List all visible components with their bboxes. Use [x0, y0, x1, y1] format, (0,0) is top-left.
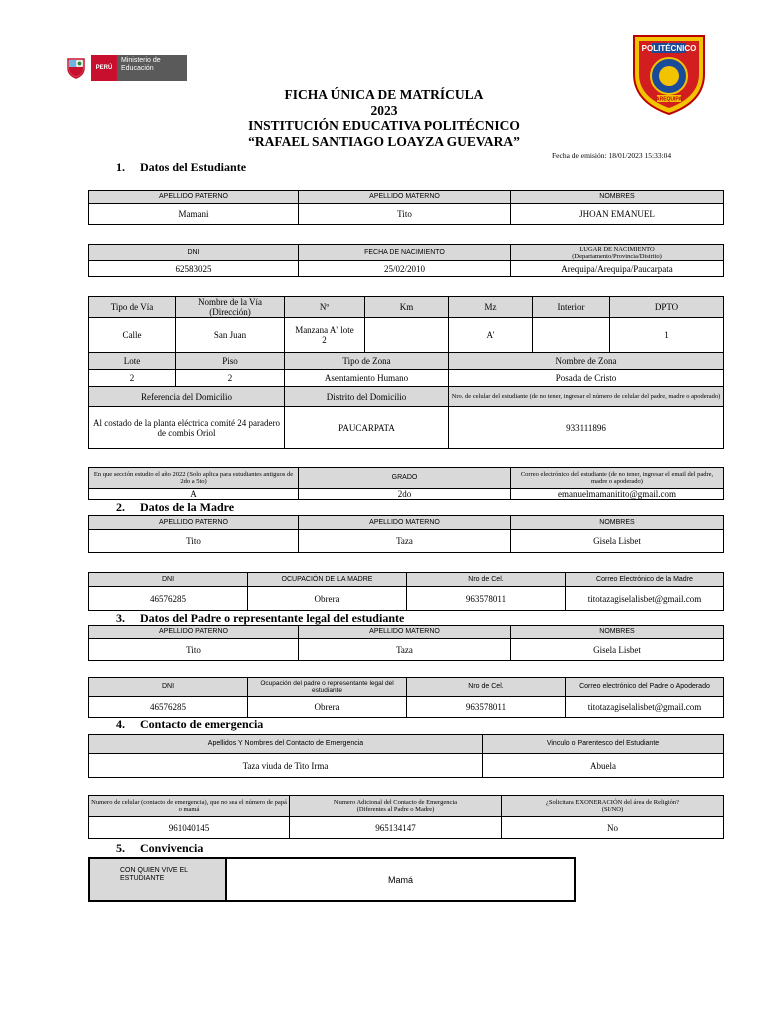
table-header: Nro de Cel. — [407, 573, 566, 587]
celular-emergencia-value: 961040145 — [89, 817, 290, 839]
peru-coat-of-arms-icon — [64, 56, 88, 80]
padre-dni: 46576285 — [89, 697, 248, 718]
table-header: Correo electrónico del Padre o Apoderado — [566, 678, 724, 697]
logo-bottom-text: AREQUIPA — [655, 96, 683, 103]
celular-estudiante-value: 933111896 — [449, 407, 724, 449]
politecnico-shield-icon — [630, 32, 708, 118]
madre-ocupacion: Obrera — [248, 587, 407, 611]
correo-estudiante-value: emanuelmamanitito@gmail.com — [511, 489, 724, 500]
referencia-value: Al costado de la planta eléctrica comité 24 paradero de combis Oriol — [89, 407, 285, 449]
section-heading-estudiante: 1. Datos del Estudiante — [116, 160, 247, 174]
table-header: APELLIDO MATERNO — [299, 626, 511, 639]
estudiante-nombres-table — [88, 190, 724, 225]
padre-apellido-materno: Taza — [299, 639, 511, 661]
emergencia-table — [88, 734, 724, 778]
table-header: Referencia del Domicilio — [89, 387, 285, 407]
nombre-zona-value: Posada de Cristo — [449, 370, 724, 387]
convivencia-table — [88, 857, 576, 902]
ministerio-logo — [64, 53, 194, 83]
table-header: Lote — [89, 353, 176, 370]
dni-value: 62583025 — [89, 261, 299, 277]
table-header: GRADO — [299, 468, 511, 489]
table-header: DPTO — [610, 297, 724, 318]
table-header: Numero de celular (contacto de emergencia), que no sea el número de papá o mamá — [89, 796, 290, 817]
table-header: APELLIDO PATERNO — [89, 516, 299, 530]
tipo-via-value: Calle — [89, 318, 176, 353]
lugar-nacimiento-value: Arequipa/Arequipa/Paucarpata — [511, 261, 724, 277]
apellido-paterno-value: Mamani — [89, 204, 299, 225]
nombres-value: JHOAN EMANUEL — [511, 204, 724, 225]
ministry-name: Ministerio de Educación — [117, 55, 187, 81]
table-header: En que sección estudio el año 2022 (Solo aplica para estudiantes antiguos de 2do a 5to) — [89, 468, 299, 489]
table-header: Nombre de la Vía (Dirección) — [176, 297, 285, 318]
lote-value: 2 — [89, 370, 176, 387]
fecha-emision: Fecha de emisión: 18/01/2023 15:33:04 — [552, 151, 672, 160]
table-header: Apellidos Y Nombres del Contacto de Emergencia — [89, 735, 483, 754]
section-heading-madre: 2. Datos de la Madre — [116, 500, 235, 514]
table-header: ¿Solicitara EXONERACIÓN del área de Religión? (SI/NO) — [502, 796, 724, 817]
parentesco-value: Abuela — [483, 754, 724, 778]
madre-dni: 46576285 — [89, 587, 248, 611]
table-header: Km — [365, 297, 449, 318]
table-header: Mz — [449, 297, 533, 318]
madre-nombres-table — [88, 515, 724, 553]
grado-value: 2do — [299, 489, 511, 500]
table-header: Piso — [176, 353, 285, 370]
emergencia-celular-table — [88, 795, 724, 839]
padre-apellido-paterno: Tito — [89, 639, 299, 661]
fecha-nacimiento-value: 25/02/2010 — [299, 261, 511, 277]
numero-value: Manzana A' lote 2 — [285, 318, 365, 353]
title-line: INSTITUCIÓN EDUCATIVA POLITÉCNICO — [248, 118, 520, 133]
table-header: Numero Adicional del Contacto de Emergencia (Diferentes al Padre o Madre) — [290, 796, 502, 817]
dpto-value: 1 — [610, 318, 724, 353]
table-header: Tipo de Zona — [285, 353, 449, 370]
table-header: APELLIDO PATERNO — [89, 626, 299, 639]
estudiante-dni-table — [88, 244, 724, 277]
table-header: DNI — [89, 245, 299, 261]
padre-nombres-table — [88, 625, 724, 661]
peru-badge: PERÚ — [91, 55, 117, 81]
logo-text: POLITÉCNICO — [641, 44, 697, 53]
section-heading-padre: 3. Datos del Padre o representante legal del estudiante — [116, 611, 405, 625]
mz-value: A' — [449, 318, 533, 353]
table-header: Distrito del Domicilio — [285, 387, 449, 407]
title-line: 2023 — [370, 102, 398, 118]
table-header: DNI — [89, 573, 248, 587]
table-header: Nro de Cel. — [407, 678, 566, 697]
madre-dni-table — [88, 572, 724, 611]
title-line: “RAFAEL SANTIAGO LOAYZA GUEVARA” — [248, 133, 520, 149]
table-header: Interior — [533, 297, 610, 318]
table-header: Tipo de Vía — [89, 297, 176, 318]
document-title — [200, 87, 568, 149]
madre-celular: 963578011 — [407, 587, 566, 611]
table-header: Nombre de Zona — [449, 353, 724, 370]
convivencia-label: CON QUIEN VIVE EL ESTUDIANTE — [89, 858, 226, 901]
table-header: APELLIDO MATERNO — [299, 191, 511, 204]
padre-correo: titotazagiselalisbet@gmail.com — [566, 697, 724, 718]
table-header: APELLIDO MATERNO — [299, 516, 511, 530]
tipo-zona-value: Asentamiento Humano — [285, 370, 449, 387]
table-header: Ocupación del padre o representante legal del estudiante — [248, 678, 407, 697]
madre-apellido-paterno: Tito — [89, 530, 299, 553]
table-header: Nº — [285, 297, 365, 318]
table-header: NOMBRES — [511, 626, 724, 639]
madre-apellido-materno: Taza — [299, 530, 511, 553]
padre-ocupacion: Obrera — [248, 697, 407, 718]
seccion-table — [88, 467, 724, 500]
table-header: Correo Electrónico de la Madre — [566, 573, 724, 587]
table-header: OCUPACIÓN DE LA MADRE — [248, 573, 407, 587]
km-value — [365, 318, 449, 353]
table-header: Vinculo o Parentesco del Estudiante — [483, 735, 724, 754]
domicilio-table — [88, 296, 724, 449]
table-header: LUGAR DE NACIMIENTO (Departamento/Provincia/Distrito) — [511, 245, 724, 261]
table-header: Nro. de celular del estudiante (de no tener, ingresar el número de celular del padre, madre o apoderado) — [449, 387, 724, 407]
contacto-emergencia-value: Taza viuda de Tito Irma — [89, 754, 483, 778]
madre-correo: titotazagiselalisbet@gmail.com — [566, 587, 724, 611]
interior-value — [533, 318, 610, 353]
seccion-value: A — [89, 489, 299, 500]
section-heading-emergencia: 4. Contacto de emergencia — [116, 717, 264, 731]
table-header: Correo electrónico del estudiante (de no tener, ingresar el email del padre, madre o apoderado) — [511, 468, 724, 489]
distrito-value: PAUCARPATA — [285, 407, 449, 449]
table-header: NOMBRES — [511, 191, 724, 204]
exoneracion-value: No — [502, 817, 724, 839]
piso-value: 2 — [176, 370, 285, 387]
table-header: APELLIDO PATERNO — [89, 191, 299, 204]
apellido-materno-value: Tito — [299, 204, 511, 225]
table-header: FECHA DE NACIMIENTO — [299, 245, 511, 261]
madre-nombres: Gisela Lisbet — [511, 530, 724, 553]
padre-dni-table — [88, 677, 724, 718]
nombre-via-value: San Juan — [176, 318, 285, 353]
padre-celular: 963578011 — [407, 697, 566, 718]
padre-nombres: Gisela Lisbet — [511, 639, 724, 661]
table-header: NOMBRES — [511, 516, 724, 530]
title-line: FICHA ÚNICA DE MATRÍCULA — [284, 87, 484, 102]
convivencia-value: Mamá — [226, 858, 575, 901]
table-header: DNI — [89, 678, 248, 697]
numero-adicional-value: 965134147 — [290, 817, 502, 839]
section-heading-convivencia: 5. Convivencia — [116, 841, 204, 855]
